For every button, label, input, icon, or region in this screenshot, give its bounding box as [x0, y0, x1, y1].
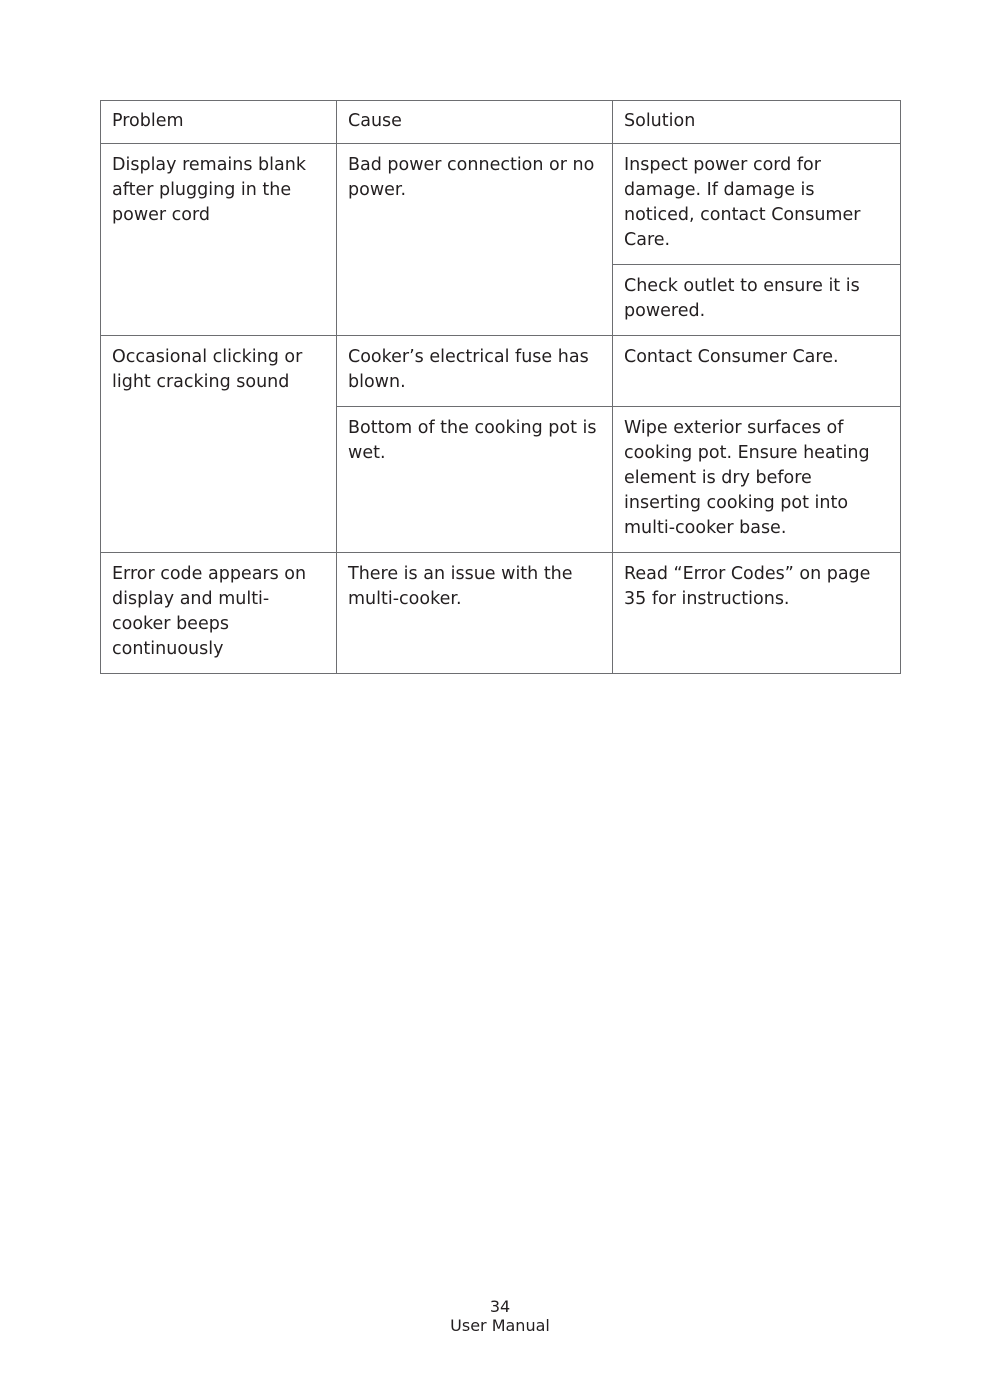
table-row	[101, 553, 901, 674]
cell-problem: Display remains blank after plugging in the power cord	[101, 144, 337, 336]
table-header-row	[101, 101, 901, 144]
cell-cause: Bottom of the cooking pot is wet.	[337, 407, 613, 553]
cell-problem: Error code appears on display and multi-cooker beeps continuously	[101, 553, 337, 674]
page-number: 34	[489, 1297, 511, 1316]
cell-cause: Cooker’s electrical fuse has blown.	[337, 336, 613, 407]
cell-solution: Read “Error Codes” on page 35 for instructions.	[613, 553, 901, 674]
cell-solution: Wipe exterior surfaces of cooking pot. Ensure heating element is dry before inserting cooking pot into multi-cooker base.	[613, 407, 901, 553]
column-header-solution: Solution	[613, 101, 901, 144]
cell-cause: There is an issue with the multi-cooker.	[337, 553, 613, 674]
troubleshooting-table	[100, 100, 901, 674]
cell-solution: Check outlet to ensure it is powered.	[613, 265, 901, 336]
column-header-cause: Cause	[337, 101, 613, 144]
cell-solution: Inspect power cord for damage. If damage is noticed, contact Consumer Care.	[613, 144, 901, 265]
cell-solution: Contact Consumer Care.	[613, 336, 901, 407]
table-row	[101, 336, 901, 407]
cell-cause: Bad power connection or no power.	[337, 144, 613, 336]
page-footer	[0, 1297, 1000, 1335]
cell-problem: Occasional clicking or light cracking sound	[101, 336, 337, 553]
column-header-problem: Problem	[101, 101, 337, 144]
table-row	[101, 144, 901, 265]
footer-label: User Manual	[450, 1316, 550, 1335]
